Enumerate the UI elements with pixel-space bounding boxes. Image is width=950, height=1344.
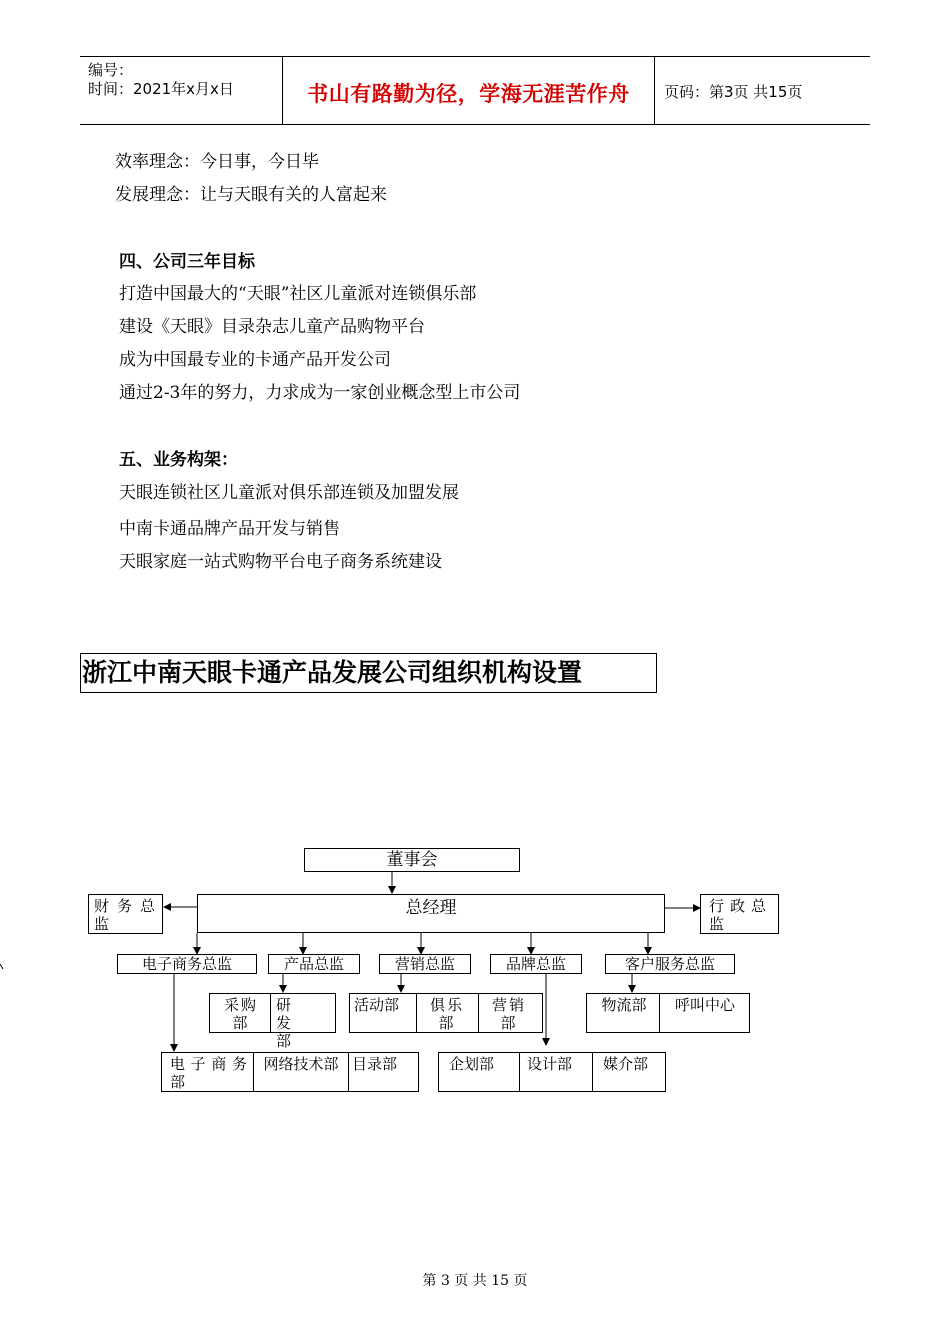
finance-director-label: 财务总监	[94, 897, 157, 933]
dept-activities: 活动部	[354, 996, 400, 1014]
goals-heading: 四、公司三年目标	[119, 252, 255, 272]
goal-item: 打造中国最大的“天眼”社区儿童派对连锁俱乐部	[119, 284, 477, 304]
director-product-box	[268, 954, 360, 974]
director-service-label: 客户服务总监	[624, 955, 715, 973]
dept-media: 媒介部	[603, 1055, 649, 1073]
general-manager-label: 总经理	[405, 898, 457, 918]
business-item: 中南卡通品牌产品开发与销售	[119, 519, 340, 539]
admin-director-label: 行政总监	[709, 897, 773, 933]
finance-director-box	[88, 894, 163, 934]
general-manager-box	[197, 894, 665, 933]
ecommerce-depts-box	[161, 1052, 419, 1092]
doc-time-label: 时间：2021年x月x日	[88, 80, 234, 98]
admin-director-box	[700, 894, 779, 934]
director-ecommerce-label: 电子商务总监	[141, 955, 232, 973]
goal-item: 成为中国最专业的卡通产品开发公司	[119, 350, 391, 370]
goal-item: 建设《天眼》目录杂志儿童产品购物平台	[119, 317, 425, 337]
dept-network-tech: 网络技术部	[263, 1055, 339, 1073]
cell-divider	[592, 1053, 593, 1091]
dept-call-center: 呼叫中心	[674, 996, 735, 1014]
dept-ecommerce: 电子商务部	[170, 1055, 250, 1091]
brand-depts-box	[438, 1052, 666, 1092]
dept-marketing: 营销部	[492, 996, 527, 1032]
efficiency-concept: 效率理念：今日事，今日毕	[115, 152, 319, 172]
header-motto: 书山有路勤为径，学海无涯苦作舟	[307, 82, 630, 106]
director-service-box	[605, 954, 735, 974]
product-depts-box	[209, 993, 336, 1050]
org-chart-title: 浙江中南天眼卡通产品发展公司组织机构设置	[80, 653, 657, 693]
director-brand-box	[490, 954, 582, 974]
director-ecommerce-box	[117, 954, 257, 974]
cell-divider	[416, 994, 417, 1032]
director-product-label: 产品总监	[283, 955, 344, 973]
dept-club: 俱乐部	[430, 996, 465, 1032]
service-depts-box	[586, 993, 750, 1033]
dept-catalog: 目录部	[352, 1055, 398, 1073]
cell-divider	[253, 1053, 254, 1091]
director-marketing-label: 营销总监	[394, 955, 455, 973]
director-marketing-box	[379, 954, 471, 974]
cell-divider	[348, 1053, 349, 1091]
dept-rnd: 研发部	[276, 996, 306, 1050]
dept-logistics: 物流部	[601, 996, 647, 1014]
marketing-depts-box	[349, 993, 543, 1033]
director-brand-label: 品牌总监	[505, 955, 566, 973]
cell-divider	[270, 994, 271, 1032]
cell-divider	[519, 1053, 520, 1091]
board-label: 董事会	[386, 850, 438, 870]
goal-item: 通过2-3年的努力，力求成为一家创业概念型上市公司	[119, 383, 521, 403]
cell-divider	[659, 994, 660, 1032]
dept-planning: 企划部	[449, 1055, 495, 1073]
business-item: 天眼连锁社区儿童派对俱乐部连锁及加盟发展	[119, 483, 459, 503]
business-item: 天眼家庭一站式购物平台电子商务系统建设	[119, 552, 442, 572]
dept-design: 设计部	[527, 1055, 573, 1073]
cell-divider	[478, 994, 479, 1032]
dept-procurement: 采购部	[223, 996, 258, 1032]
development-concept: 发展理念：让与天眼有关的人富起来	[115, 185, 387, 205]
doc-number-label: 编号：	[88, 61, 134, 79]
board-box	[304, 848, 520, 872]
header-page-label: 页码：第3页 共15页	[664, 83, 803, 101]
business-heading: 五、业务构架：	[119, 450, 238, 470]
page-footer: 第 3 页 共 15 页	[422, 1273, 528, 1289]
